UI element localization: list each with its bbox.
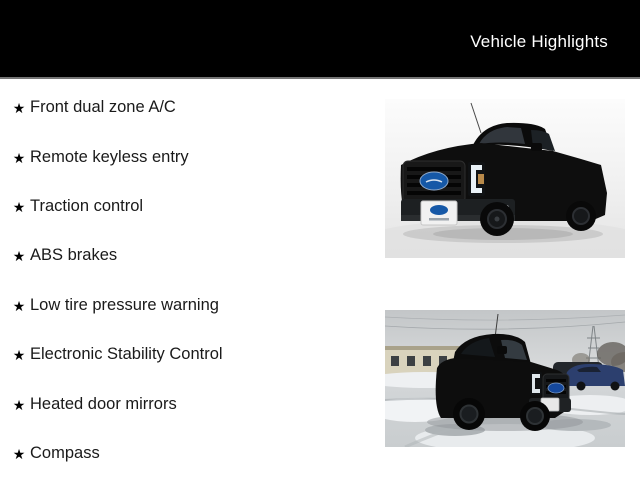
highlight-label: ABS brakes [30, 246, 118, 265]
star-icon: ★ [12, 248, 26, 265]
highlight-label: Traction control [30, 196, 144, 215]
highlight-label: Low tire pressure warning [30, 295, 219, 314]
page-title: Vehicle Highlights [470, 31, 608, 51]
highlights-list [8, 83, 223, 478]
list-item [8, 231, 223, 280]
highlight-label: Electronic Stability Control [30, 345, 223, 364]
highlight-label: Heated door mirrors [30, 394, 177, 413]
highlight-label: Front dual zone A/C [30, 98, 176, 117]
highlight-label: Compass [30, 443, 100, 462]
vehicle-photo-snow [385, 310, 625, 447]
star-icon: ★ [12, 198, 26, 215]
star-icon: ★ [12, 149, 26, 166]
list-item [8, 182, 223, 231]
list-item [8, 281, 223, 330]
header-bar [0, 0, 640, 79]
list-item [8, 429, 223, 478]
highlight-label: Remote keyless entry [30, 147, 189, 166]
list-item [8, 330, 223, 379]
list-item [8, 83, 223, 132]
list-item [8, 132, 223, 181]
star-icon: ★ [12, 100, 26, 117]
star-icon: ★ [12, 347, 26, 364]
star-icon: ★ [12, 297, 26, 314]
star-icon: ★ [12, 396, 26, 413]
star-icon: ★ [12, 445, 26, 462]
list-item [8, 379, 223, 428]
vehicle-photo-studio [385, 99, 625, 258]
